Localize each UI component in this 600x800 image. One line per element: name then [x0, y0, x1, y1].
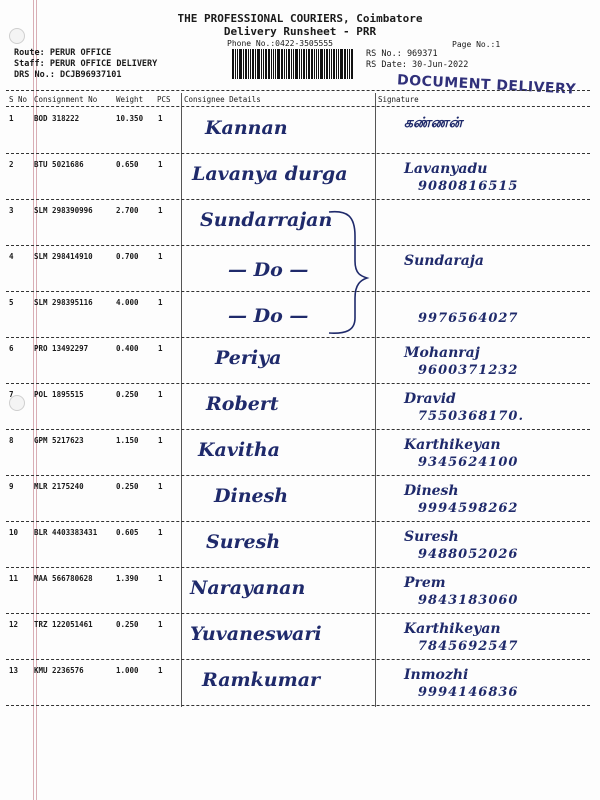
pcs-cell: 1 [158, 390, 163, 399]
barcode [232, 49, 360, 79]
consignee-name: — Do — [228, 259, 309, 281]
weight-cell: 0.400 [116, 344, 139, 353]
sno-cell: 4 [9, 252, 14, 261]
sno-cell: 2 [9, 160, 14, 169]
sno-cell: 5 [9, 298, 14, 307]
sno-cell: 9 [9, 482, 14, 491]
phone-number: Phone No.:0422-3505555 [227, 39, 333, 48]
rs-date: RS Date: 30-Jun-2022 [366, 60, 469, 70]
company-name: THE PROFESSIONAL COURIERS, Coimbatore [177, 12, 423, 25]
sno-cell: 1 [9, 114, 14, 123]
consignment-cell: SLM 298414910 [34, 252, 93, 261]
sno-cell: 10 [9, 528, 19, 537]
ditto-bracket [325, 206, 370, 336]
drs-number: DRS No.: DCJB96937101 [14, 70, 122, 80]
weight-cell: 1.000 [116, 666, 139, 675]
receiver-phone: 9345624100 [418, 455, 519, 470]
consignee-name: Narayanan [190, 577, 306, 599]
weight-cell: 0.605 [116, 528, 139, 537]
sno-cell: 3 [9, 206, 14, 215]
consignment-cell: KMU 2236576 [34, 666, 84, 675]
pcs-cell: 1 [158, 160, 163, 169]
receiver-phone: 9600371232 [418, 363, 519, 378]
sno-cell: 11 [9, 574, 19, 583]
signature: Suresh [404, 529, 459, 545]
signature: Sundaraja [404, 253, 484, 269]
signature: Dravid [404, 391, 456, 407]
table-row [6, 429, 590, 475]
weight-cell: 0.250 [116, 390, 139, 399]
consignee-name: Dinesh [214, 485, 289, 507]
consignment-cell: POL 1895515 [34, 390, 84, 399]
document-delivery-stamp: DOCUMENT DELIVERY [396, 72, 577, 98]
consignment-cell: MLR 2175240 [34, 482, 84, 491]
signature: Prem [404, 575, 446, 591]
signature: Karthikeyan [404, 437, 501, 453]
table-row [6, 567, 590, 613]
pcs-cell: 1 [158, 252, 163, 261]
receiver-phone: 9488052026 [418, 547, 519, 562]
consignment-cell: BLR 4403383431 [34, 528, 98, 537]
consignee-name: Suresh [206, 531, 281, 553]
weight-cell: 1.150 [116, 436, 139, 445]
weight-cell: 0.250 [116, 620, 139, 629]
sno-cell: 12 [9, 620, 19, 629]
sno-cell: 6 [9, 344, 14, 353]
consignment-cell: SLM 298390996 [34, 206, 93, 215]
col-sno: S No [9, 95, 28, 104]
pcs-cell: 1 [158, 344, 163, 353]
signature: Inmozhi [404, 667, 469, 683]
table-row [6, 245, 590, 291]
col-consignee: Consignee Details [184, 95, 261, 104]
signature: Mohanraj [404, 345, 480, 361]
receiver-phone: 9080816515 [418, 179, 519, 194]
weight-cell: 1.390 [116, 574, 139, 583]
consignment-cell: BOD 318222 [34, 114, 80, 123]
table-row [6, 199, 590, 245]
document-title [0, 12, 600, 38]
pcs-cell: 1 [158, 482, 163, 491]
weight-cell: 10.350 [116, 114, 144, 123]
consignee-name: Periya [215, 347, 282, 369]
pcs-cell: 1 [158, 620, 163, 629]
row-divider [6, 705, 590, 706]
table-row [6, 153, 590, 199]
staff-label: Staff: PERUR OFFICE DELIVERY [14, 59, 158, 69]
receiver-phone: 9994598262 [418, 501, 519, 516]
weight-cell: 0.700 [116, 252, 139, 261]
col-signature: Signature [378, 95, 419, 104]
receiver-phone: 9843183060 [418, 593, 519, 608]
table-row [6, 291, 590, 337]
pcs-cell: 1 [158, 114, 163, 123]
consignee-name: Robert [206, 393, 279, 415]
receiver-phone: 7845692547 [418, 639, 519, 654]
table-row [6, 659, 590, 705]
consignment-cell: GPM 5217623 [34, 436, 84, 445]
table-row [6, 475, 590, 521]
page-number: Page No.:1 [452, 40, 501, 49]
consignment-cell: MAA 566780628 [34, 574, 93, 583]
signature: Karthikeyan [404, 621, 501, 637]
receiver-phone: 9976564027 [418, 311, 519, 326]
weight-cell: 0.250 [116, 482, 139, 491]
signature: Lavanyadu [404, 161, 488, 177]
consignment-cell: BTU 5021686 [34, 160, 84, 169]
sno-cell: 7 [9, 390, 14, 399]
pcs-cell: 1 [158, 574, 163, 583]
sno-cell: 13 [9, 666, 19, 675]
route-label: Route: PERUR OFFICE [14, 48, 112, 58]
weight-cell: 2.700 [116, 206, 139, 215]
consignment-cell: TRZ 122051461 [34, 620, 93, 629]
receiver-phone: 7550368170. [418, 409, 524, 424]
col-weight: Weight [116, 95, 144, 104]
table-row [6, 107, 590, 153]
consignee-name: Ramkumar [202, 669, 321, 691]
consignee-name: — Do — [228, 305, 309, 327]
consignment-cell: SLM 298395116 [34, 298, 93, 307]
rs-number: RS No.: 969371 [366, 49, 438, 59]
sno-cell: 8 [9, 436, 14, 445]
pcs-cell: 1 [158, 298, 163, 307]
col-pcs: PCS [157, 95, 171, 104]
consignee-name: Lavanya durga [192, 163, 348, 185]
consignee-name: Kannan [205, 117, 288, 139]
table-row [6, 521, 590, 567]
signature: Dinesh [404, 483, 459, 499]
table-header [6, 94, 590, 106]
col-consignment: Consignment No [34, 95, 98, 104]
table-row [6, 613, 590, 659]
consignee-name: Yuvaneswari [190, 623, 322, 645]
receiver-phone: 9994146836 [418, 685, 519, 700]
pcs-cell: 1 [158, 666, 163, 675]
pcs-cell: 1 [158, 528, 163, 537]
signature: கண்ணன் [404, 115, 463, 131]
consignee-name: Kavitha [198, 439, 280, 461]
header-rule-top [6, 90, 590, 91]
weight-cell: 0.650 [116, 160, 139, 169]
table-row [6, 337, 590, 383]
pcs-cell: 1 [158, 436, 163, 445]
table-row [6, 383, 590, 429]
consignee-name: Sundarrajan [200, 209, 333, 231]
weight-cell: 4.000 [116, 298, 139, 307]
consignment-cell: PRO 13492297 [34, 344, 89, 353]
runsheet-title: Delivery Runsheet - PRR [223, 25, 377, 38]
pcs-cell: 1 [158, 206, 163, 215]
